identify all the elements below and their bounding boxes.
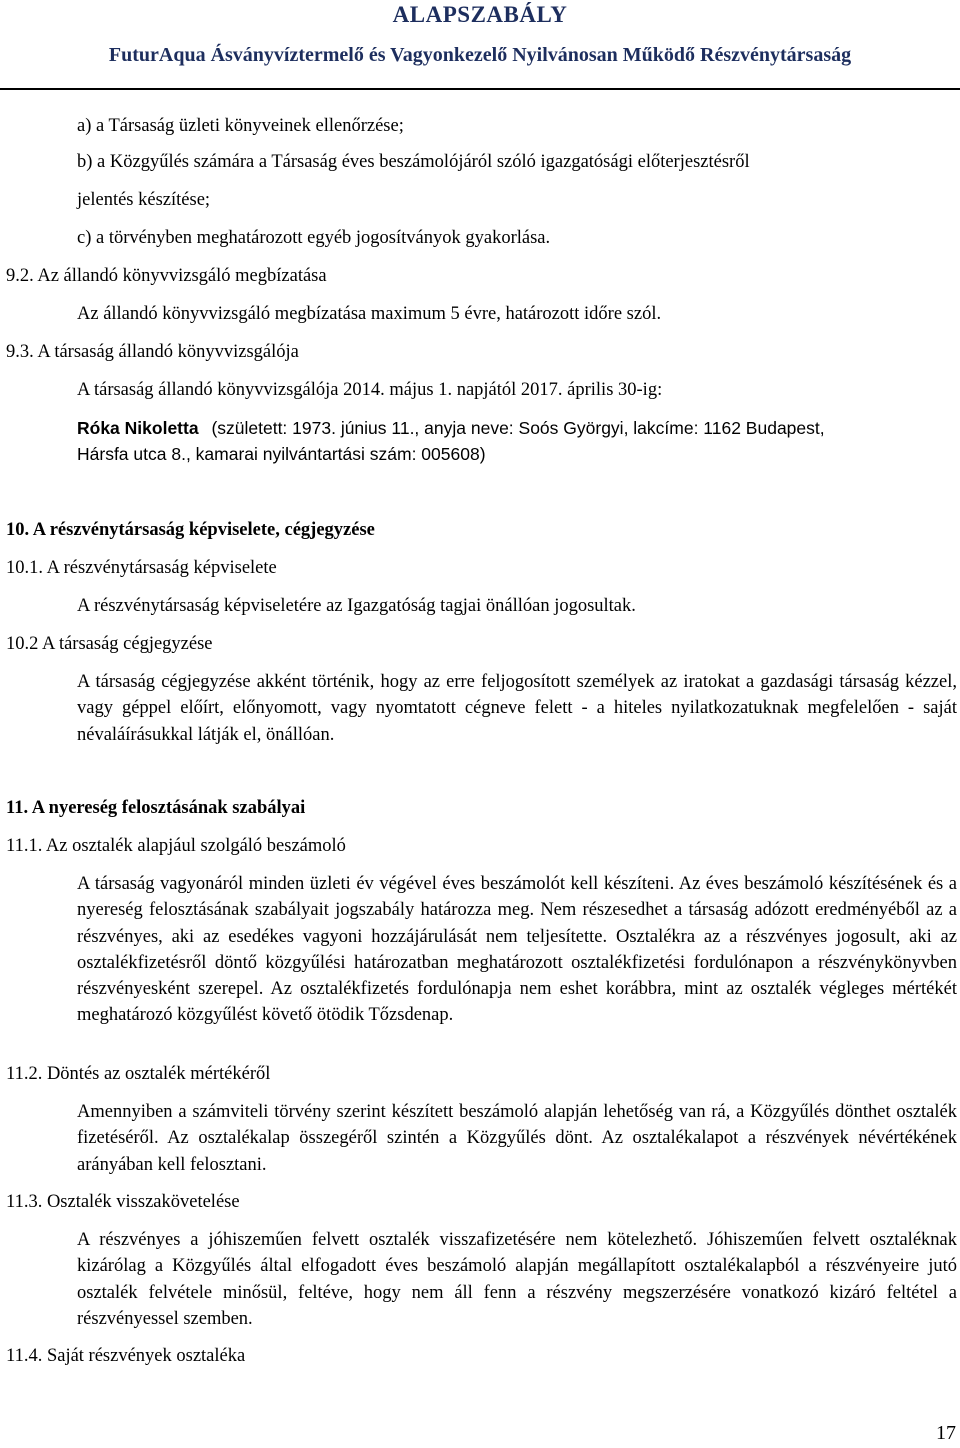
paragraph-11-3: A részvényes a jóhiszeműen felvett osztalék visszafizetésére nem kötelezhető. Jóhiszeműen felvett osztaléknak kizárólag a Közgyűlés által elfogadott éves beszámoló alapján megállapított osztalékalapból a részvényeire jutó osztalék felvétele minősül, feltéve, hogy nem áll fenn a részvény megszerzésére vonatkozó kizáró feltétel a részvényessel szemben. xyxy=(77,1230,957,1329)
paragraph-9-3: A társaság állandó könyvvizsgálója 2014. május 1. napjától 2017. április 30-ig: xyxy=(77,380,663,400)
subheading-10-1: 10.1. A részvénytársaság képviselete xyxy=(6,558,277,578)
subheading-11-1: 11.1. Az osztalék alapjául szolgáló beszámoló xyxy=(6,836,346,856)
auditor-details-continued: Hársfa utca 8., kamarai nyilvántartási szám: 005608) xyxy=(77,444,486,464)
subheading-9-2: 9.2. Az állandó könyvvizsgáló megbízatása xyxy=(6,266,327,286)
document-title: ALAPSZABÁLY xyxy=(392,2,568,27)
paragraph-10-1: A részvénytársaság képviseletére az Igazgatóság tagjai önállóan jogosultak. xyxy=(77,596,636,616)
subheading-9-3: 9.3. A társaság állandó könyvvizsgálója xyxy=(6,342,299,362)
list-item-b-continued: jelentés készítése; xyxy=(77,190,211,210)
auditor-name: Róka Nikoletta xyxy=(77,418,199,438)
subheading-11-3: 11.3. Osztalék visszakövetelése xyxy=(6,1192,240,1212)
section-heading-11: 11. A nyereség felosztásának szabályai xyxy=(6,798,306,818)
list-item-b: b) a Közgyűlés számára a Társaság éves beszámolójáról szóló igazgatósági előterjesztésről xyxy=(77,152,750,172)
company-name: FuturAqua Ásványvíztermelő és Vagyonkezelő Nyilvánosan Működő Részvénytársaság xyxy=(108,44,852,66)
paragraph-11-2: Amennyiben a számviteli törvény szerint készített beszámoló alapján lehetőség van rá, a Közgyűlés dönthet osztalék fizetéséről. Az osztalékalap összegéről szintén a Közgyűlés dönt. Az osztalékalapot a részvények névértékének arányában kell felosztani. xyxy=(77,1102,957,1175)
section-heading-10: 10. A részvénytársaság képviselete, cégjegyzése xyxy=(6,520,375,540)
paragraph-10-2: A társaság cégjegyzése akként történik, hogy az erre feljogosított személyek az iratokat a gazdasági társaság kézzel, vagy géppel előírt, előnyomott, vagy nyomtatott cégneve felett - a hiteles nyilatkozatuknak megfelelően - saját névaláírásukkal látják el, önállóan. xyxy=(77,672,957,745)
list-item-c: c) a törvényben meghatározott egyéb jogosítványok gyakorlása. xyxy=(77,228,551,248)
subheading-10-2: 10.2 A társaság cégjegyzése xyxy=(6,634,213,654)
page-number: 17 xyxy=(936,1422,956,1444)
subheading-11-4: 11.4. Saját részvények osztaléka xyxy=(6,1346,246,1366)
auditor-details: (született: 1973. június 11., anyja neve: Soós Györgyi, lakcíme: 1162 Budapest, xyxy=(211,418,825,438)
paragraph-9-2: Az állandó könyvvizsgáló megbízatása maximum 5 évre, határozott időre szól. xyxy=(77,304,662,324)
header-divider xyxy=(0,88,960,90)
list-item-a: a) a Társaság üzleti könyveinek ellenőrzése; xyxy=(77,116,404,136)
paragraph-11-1: A társaság vagyonáról minden üzleti év végével éves beszámolót kell készíteni. Az éves beszámoló készítésének és a nyereség felosztásának szabályait jogszabály határozza meg. Nem részesedhet a társaság adózott eredményéből az a részvényes, aki az esedékes vagyoni hozzájárulását nem teljesítette. Osztalékra az a részvényes jogosult, aki az osztalékfizetésről döntő közgyűlési határozatban meghatározott osztalékfizetési fordulónapon a részvénykönyvben részvényesként szerepel. Az osztalékfizetés fordulónapja nem eshet korábbra, mint az osztalék végleges mértékét meghatározó közgyűlést követő ötödik Tőzsdenap. xyxy=(77,874,957,1026)
subheading-11-2: 11.2. Döntés az osztalék mértékéről xyxy=(6,1064,271,1084)
auditor-line xyxy=(77,416,825,440)
